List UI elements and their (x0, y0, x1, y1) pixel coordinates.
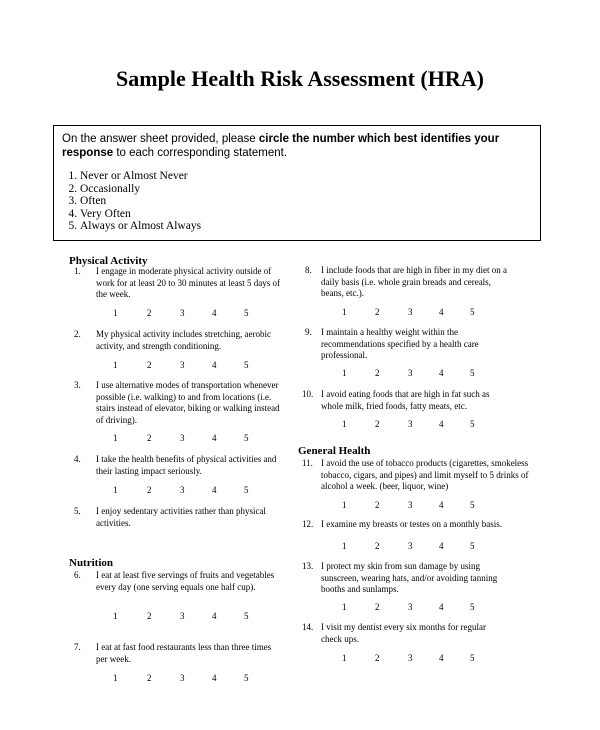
instructions-text: On the answer sheet provided, please circle the number which best identifies your response to each corresponding statement. (62, 133, 500, 159)
scale-legend-item: 2. Occasionally (80, 183, 532, 196)
scale-option[interactable]: 5 (244, 611, 249, 621)
scale-option[interactable]: 1 (342, 419, 347, 429)
scale-option[interactable]: 1 (342, 602, 347, 612)
scale-option[interactable]: 2 (375, 541, 380, 551)
scale-option[interactable]: 2 (147, 611, 152, 621)
scale-option[interactable]: 1 (342, 500, 347, 510)
scale-option[interactable]: 2 (147, 308, 152, 318)
scale-option[interactable]: 1 (342, 368, 347, 378)
scale-option[interactable]: 1 (113, 485, 118, 495)
scale-legend-item: 5. Always or Almost Always (80, 220, 532, 233)
scale-option[interactable]: 5 (470, 307, 475, 317)
scale-legend-item: 1. Never or Almost Never (80, 170, 532, 183)
scale-legend-item: 3. Often (80, 195, 532, 208)
scale-option[interactable]: 4 (212, 673, 217, 683)
scale-option[interactable]: 3 (408, 541, 413, 551)
scale-option[interactable]: 1 (342, 541, 347, 551)
scale-option[interactable]: 4 (439, 307, 444, 317)
scale-option[interactable]: 3 (408, 419, 413, 429)
section-nutrition: Nutrition (69, 557, 113, 569)
scale-option[interactable]: 4 (212, 308, 217, 318)
scale-option[interactable]: 3 (408, 307, 413, 317)
scale-option[interactable]: 4 (212, 611, 217, 621)
section-general-health: General Health (298, 445, 371, 457)
scale-option[interactable]: 1 (113, 360, 118, 370)
scale-option[interactable]: 3 (408, 500, 413, 510)
scale-option[interactable]: 2 (147, 360, 152, 370)
scale-option[interactable]: 2 (375, 419, 380, 429)
scale-option[interactable]: 4 (439, 653, 444, 663)
scale-option[interactable]: 2 (375, 307, 380, 317)
scale-option[interactable]: 5 (470, 500, 475, 510)
scale-option[interactable]: 4 (212, 433, 217, 443)
scale-option[interactable]: 2 (375, 602, 380, 612)
scale-option[interactable]: 2 (147, 433, 152, 443)
scale-option[interactable]: 2 (375, 368, 380, 378)
scale-option[interactable]: 1 (113, 673, 118, 683)
scale-legend (80, 170, 532, 233)
scale-option[interactable]: 2 (375, 500, 380, 510)
scale-option[interactable]: 4 (439, 419, 444, 429)
scale-option[interactable]: 5 (470, 602, 475, 612)
scale-option[interactable]: 5 (470, 541, 475, 551)
scale-option[interactable]: 3 (180, 611, 185, 621)
scale-legend-item: 4. Very Often (80, 208, 532, 221)
instructions-box (53, 125, 541, 241)
scale-option[interactable]: 4 (439, 368, 444, 378)
scale-option[interactable]: 3 (180, 433, 185, 443)
scale-option[interactable]: 4 (439, 541, 444, 551)
document-page: Sample Health Risk Assessment (HRA) On the answer sheet provided, please circle the number which best identifies your response to each corresponding statement. 1. Never or Almost Never 2. Occasionally 3. Often 4. Very Often 5. Always or Almost Always Physical Activity 1. I engage in moderate physical activity outside of work for at least 20 to 30 minutes at least 5 days of the week. 1 2 3 4 5 2. My physical activity includes stretching, aerobic activity, and strength conditioning. 1 2 3 4 5 3. I use alternative modes of transportation whenever possible (i.e. walking) to and from locations (i.e. stairs instead of elevator, biking or walking instead of driving). 1 2 3 4 5 4. I take the health benefits of physical activities and their lasting impact seriously. 1 2 3 4 5 5. I enjoy sedentary activities rather than physical activities. Nutrition 6. I eat at least five servings of fruits and vegetables every day (one serving equals one half cup). 1 2 3 4 5 7. I eat at fast food restaurants less than three times per week. 1 2 3 4 5 8. I include foods that are high in fiber in my diet on a daily basis (i.e. whole grain breads and cereals, beans, etc.). 1 2 3 4 5 9. I maintain a healthy weight within the recommendations specified by a health care professional. 1 2 3 4 5 10. I avoid eating foods that are high in fat such as whole milk, fried foods, fatty meats, etc. 1 2 3 4 5 General Health 11. I avoid the use of tobacco products (cigarettes, smokeless tobacco, cigars, and pipes) and limit myself to 5 drinks of alcohol a week. (beer, liquor, wine) 1 2 3 4 5 12. I examine my breasts or testes on a monthly basis. 1 2 3 4 5 13. I protect my skin from sun damage by using sunscreen, wearing hats, and/or avoiding tanning booths and sunlamps. 1 2 3 4 5 14. I visit my dentist every six months for regular check ups. 1 2 3 4 5 (0, 0, 600, 730)
scale-option[interactable]: 5 (244, 433, 249, 443)
scale-option[interactable]: 5 (244, 360, 249, 370)
scale-option[interactable]: 5 (244, 673, 249, 683)
page-title: Sample Health Risk Assessment (HRA) (116, 66, 484, 91)
scale-option[interactable]: 3 (408, 368, 413, 378)
scale-option[interactable]: 5 (244, 308, 249, 318)
scale-option[interactable]: 1 (113, 433, 118, 443)
scale-option[interactable]: 4 (439, 500, 444, 510)
scale-option[interactable]: 4 (212, 360, 217, 370)
scale-option[interactable]: 1 (342, 307, 347, 317)
scale-option[interactable]: 2 (147, 485, 152, 495)
scale-option[interactable]: 1 (113, 611, 118, 621)
scale-option[interactable]: 2 (375, 653, 380, 663)
scale-option[interactable]: 5 (470, 419, 475, 429)
scale-option[interactable]: 1 (342, 653, 347, 663)
scale-option[interactable]: 3 (180, 308, 185, 318)
scale-option[interactable]: 3 (408, 653, 413, 663)
scale-option[interactable]: 1 (113, 308, 118, 318)
scale-option[interactable]: 3 (180, 360, 185, 370)
scale-option[interactable]: 2 (147, 673, 152, 683)
scale-option[interactable]: 4 (212, 485, 217, 495)
scale-option[interactable]: 3 (180, 673, 185, 683)
scale-option[interactable]: 5 (470, 368, 475, 378)
scale-option[interactable]: 4 (439, 602, 444, 612)
scale-option[interactable]: 5 (470, 653, 475, 663)
scale-option[interactable]: 3 (180, 485, 185, 495)
scale-option[interactable]: 5 (244, 485, 249, 495)
section-physical-activity: Physical Activity (69, 255, 148, 267)
scale-option[interactable]: 3 (408, 602, 413, 612)
